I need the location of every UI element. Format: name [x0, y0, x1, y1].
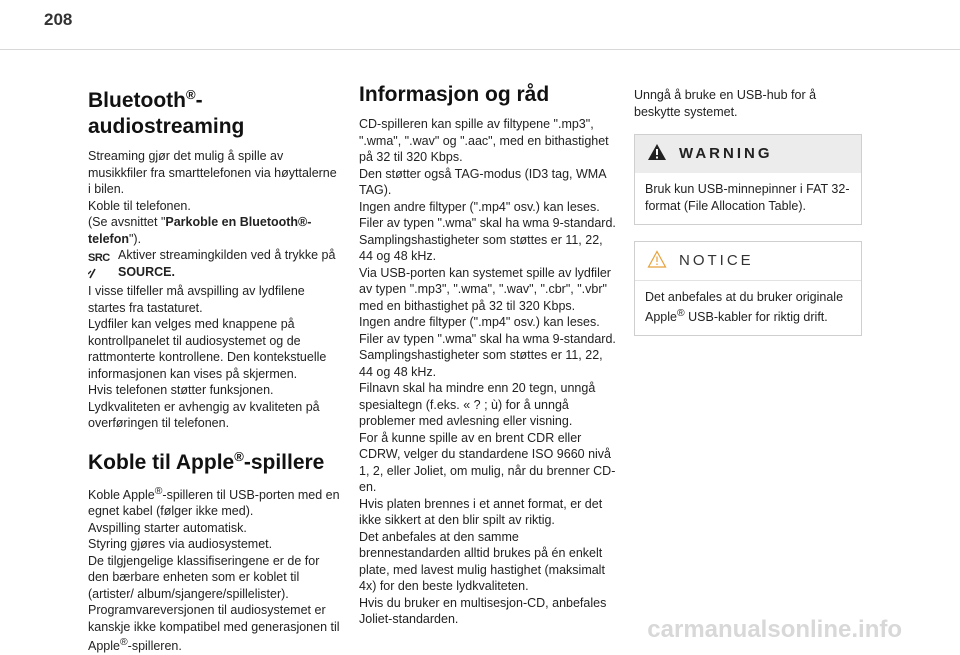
column-middle — [359, 82, 619, 628]
bluetooth-paragraph: I visse tilfeller må avspilling av lydfilene startes fra tastaturet. — [88, 284, 305, 315]
info-paragraph: Ingen andre filtyper (".mp4" osv.) kan leses. — [359, 199, 600, 214]
warning-triangle-icon — [647, 143, 667, 166]
watermark: carmanualsonline.info — [647, 616, 902, 643]
info-paragraph: Det anbefales at den samme brennestandarden alltid brukes på én enkelt plate, med lavest mulig hastighet (maksimalt 4x) for den beste lydkvaliteten. — [359, 529, 605, 593]
warning-box — [634, 134, 862, 225]
warning-header — [635, 135, 861, 173]
top-divider — [0, 49, 960, 50]
info-heading: Informasjon og råd — [359, 83, 550, 106]
apple-paragraph: Programvareversjonen til audiosystemet er kanskje ikke kompatibel med generasjonen til Apple®-spilleren. — [88, 603, 340, 654]
warning-text: Bruk kun USB-minnepinner i FAT 32-format (File Allocation Table). — [645, 182, 850, 213]
notice-header — [635, 242, 861, 281]
info-paragraph: Samplingshastigheter som støttes er 11, 22, 44 og 48 kHz. — [359, 232, 603, 263]
bluetooth-paragraph: Koble til telefonen. — [88, 198, 191, 213]
bluetooth-paragraph: Streaming gjør det mulig å spille av musikkfiler fra smarttelefonen via høyttalerne i bilen. — [88, 149, 337, 196]
info-paragraph: For å kunne spille av en brent CDR eller CDRW, velger du standardene ISO 9660 nivå 1, 2, eller Joliet, om mulig, når du brenner CD-en. — [359, 430, 616, 494]
notice-box — [634, 241, 862, 336]
source-button-icon: SRC — [88, 247, 118, 283]
column-right — [634, 87, 862, 336]
info-paragraph: Hvis du bruker en multisesjon-CD, anbefales Joliet-standarden. — [359, 595, 607, 626]
warning-title: WARNING — [679, 144, 773, 162]
apple-paragraph: Koble Apple®-spilleren til USB-porten med en egnet kabel (følger ikke med). — [88, 485, 340, 519]
apple-paragraph: Avspilling starter automatisk. — [88, 520, 247, 535]
info-paragraph: Samplingshastigheter som støttes er 11, 22, 44 og 48 kHz. — [359, 348, 603, 379]
info-paragraph: Hvis platen brennes i et annet format, er det ikke sikkert at den blir spilt av riktig. — [359, 496, 603, 527]
bluetooth-paragraph: Hvis telefonen støtter funksjonen. Lydkvaliteten er avhengig av kvaliteten på overføringen til telefonen. — [88, 383, 320, 430]
apple-paragraph: De tilgjengelige klassifiseringene er de for den bærbare enheten som er koblet til (artister/ album/sjangere/spillelister). — [88, 553, 320, 601]
info-paragraph: Ingen andre filtyper (".mp4" osv.) kan leses. — [359, 315, 600, 329]
apple-heading: Koble til Apple®-spillere — [88, 448, 325, 474]
info-paragraph: Filer av typen ".wma" skal ha wma 9-standard. — [359, 331, 616, 346]
usb-hub-note: Unngå å bruke en USB-hub for å beskytte systemet. — [634, 88, 817, 119]
info-paragraph: Filnavn skal ha mindre enn 20 tegn, unngå spesialtegn (f.eks. « ? ; ù) for å unngå problemer med avlesning eller visning. — [359, 381, 596, 428]
bluetooth-heading: Bluetooth®-audiostreaming — [88, 87, 245, 138]
bluetooth-paragraph: Lydfiler kan velges med knappene på kontrollpanelet til audiosystemet og de rattmonterte kontrollene. Den kontekstuelle informasjonen kan vises på skjermen. — [88, 317, 327, 381]
apple-paragraph: Styring gjøres via audiosystemet. — [88, 537, 273, 552]
notice-title: NOTICE — [679, 251, 754, 269]
info-paragraph: Via USB-porten kan systemet spille av lydfiler av typen ".mp3", ".wma", ".wav", ".cbr", ".vbr" med en bithastighet på 32 til 320 Kbps. — [359, 265, 611, 313]
notice-text: Det anbefales at du bruker originale Apple® USB-kabler for riktig drift. — [645, 290, 844, 324]
bluetooth-paragraph: (Se avsnittet "Parkoble en Bluetooth®-telefon"). — [88, 215, 312, 246]
source-instruction: SRC Aktiver streamingkilden ved å trykke på SOURCE. — [88, 247, 340, 283]
page-number: 208 — [44, 10, 73, 29]
notice-triangle-icon — [647, 250, 667, 273]
column-left — [88, 82, 340, 655]
info-paragraph: CD-spilleren kan spille av filtypene ".mp3", ".wma", ".wav" og ".aac", med en bithastighet på 32 til 320 Kbps. — [359, 117, 609, 164]
info-paragraph: Filer av typen ".wma" skal ha wma 9-standard. — [359, 216, 616, 230]
info-paragraph: Den støtter også TAG-modus (ID3 tag, WMA TAG). — [359, 166, 606, 197]
